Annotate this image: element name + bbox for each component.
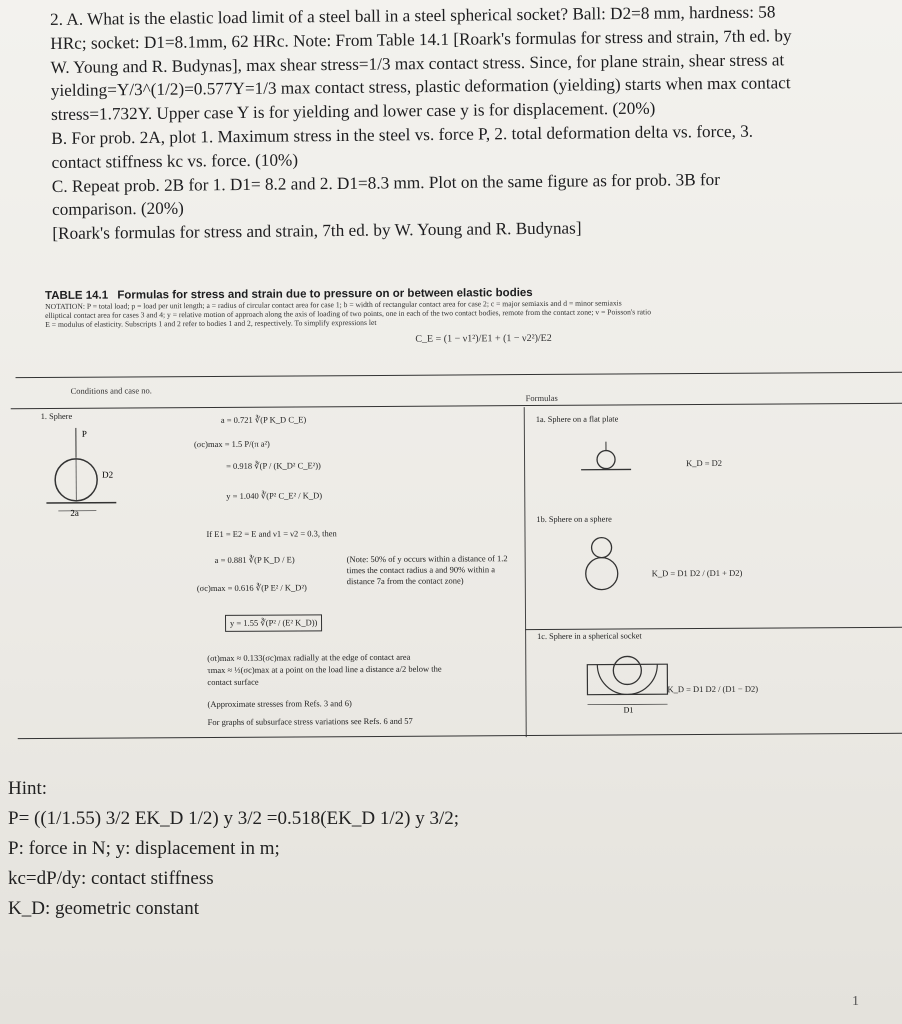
col-conditions: Conditions and case no. xyxy=(70,385,152,396)
formula-smax: (σc)max = 1.5 P/(π a²) xyxy=(193,438,270,450)
problem-a-line: stress=1.732Y. Upper case Y is for yielding and lower case y is for displacement. (20%) xyxy=(51,98,656,125)
edge-stress-2: τmax ≈ ⅓(σc)max at a point on the load line a distance a/2 below the xyxy=(207,663,442,676)
formula-y: y = 1.040 ∛(P² C_E² / K_D) xyxy=(226,490,323,501)
formula-y2: y = 1.55 ∛(P² / (E² K_D)) xyxy=(225,614,322,632)
sphere xyxy=(597,451,615,469)
ce-formula: C_E = (1 − ν1²)/E1 + (1 − ν2²)/E2 xyxy=(415,332,552,345)
hint-title: Hint: xyxy=(8,778,48,799)
hint-line: K_D: geometric constant xyxy=(8,898,200,919)
table-rule xyxy=(525,627,902,630)
sphere-sphere-figure xyxy=(576,531,636,601)
table-rule xyxy=(18,733,902,739)
table-rule xyxy=(16,372,902,378)
case-1a-label: 1a. Sphere on a flat plate xyxy=(535,414,619,425)
problem-c-line: comparison. (20%) xyxy=(52,198,184,220)
sphere-flat-figure xyxy=(576,441,636,481)
sphere-figure xyxy=(46,427,137,528)
hint-line: P= ((1/1.55) 3/2 EK_D 1/2) y 3/2 =0.518(EK_D 1/2) y 3/2; xyxy=(8,808,460,829)
case-1b-label: 1b. Sphere on a sphere xyxy=(536,514,612,525)
socket-figure xyxy=(577,644,677,715)
case-1-label: 1. Sphere xyxy=(40,411,73,422)
problem-b-line: contact stiffness kc vs. force. (10%) xyxy=(51,150,299,172)
col-formulas: Formulas xyxy=(525,392,558,404)
problem-c-line: C. Repeat prob. 2B for 1. D1= 8.2 and 2. D1=8.3 mm. Plot on the same figure as for prob. 3B for xyxy=(51,169,721,196)
problem-statement xyxy=(50,0,872,246)
page-number: 1 xyxy=(852,994,859,1009)
fig-d2: D2 xyxy=(102,469,114,480)
k-1c: K_D = D1 D2 / (D1 − D2) xyxy=(667,683,759,695)
case-1c-label: 1c. Sphere in a spherical socket xyxy=(537,631,642,642)
notation-line: elliptical contact area for cases 3 and 4; y = relative motion of approach along the axis of loading of two points, one in each of the two contact bodies, remote from the contact zone; v = Poisson's ratio xyxy=(45,307,652,321)
notation-block xyxy=(45,297,875,330)
table-rule xyxy=(11,403,902,410)
fig-p: P xyxy=(81,428,87,439)
hint-block xyxy=(8,774,459,924)
sphere-lower xyxy=(586,558,618,590)
ball xyxy=(613,656,641,684)
fig-2a: 2a xyxy=(70,507,79,518)
graphs-refs: For graphs of subsurface stress variations see Refs. 6 and 57 xyxy=(207,715,413,728)
roark-table xyxy=(40,285,875,728)
table-title-text: Formulas for stress and strain due to pressure on or between elastic bodies xyxy=(117,287,533,302)
approx-refs: (Approximate stresses from Refs. 3 and 6) xyxy=(207,698,352,710)
hint-line: P: force in N; y: displacement in m; xyxy=(8,838,280,859)
formula-smax2: = 0.918 ∛(P / (K_D² C_E²)) xyxy=(226,460,321,471)
edge-stress-1: (σt)max ≈ 0.133(σc)max radially at the edge of contact area xyxy=(207,651,411,664)
note-text: (Note: 50% of y occurs within a distance of 1.2 times the contact radius a and 90% within a distance 7a from the contact zone) xyxy=(346,553,508,587)
problem-a-line: 2. A. What is the elastic load limit of a steel ball in a steel spherical socket? Ball: D2=8 mm, hardness: 58 xyxy=(50,2,776,29)
column-divider xyxy=(524,407,527,737)
formula-a2: a = 0.881 ∛(P K_D / E) xyxy=(214,554,295,565)
notation-line: NOTATION: P = total load; p = load per unit length; a = radius of circular contact area for case 1; b = width of rectangular contact area for case 2; c = major semiaxis and d = minor semiaxis xyxy=(45,298,622,311)
fig-d1: D1 xyxy=(623,705,634,715)
problem-a-line: HRc; socket: D1=8.1mm, 62 HRc. Note: From Table 14.1 [Roark's formulas for stress and strain, 7th ed. by xyxy=(50,26,792,53)
problem-b-line: B. For prob. 2A, plot 1. Maximum stress in the steel vs. force P, 2. total deformation delta vs. force, 3. xyxy=(51,121,754,148)
edge-stress-3: contact surface xyxy=(207,676,259,688)
socket-cavity xyxy=(597,664,657,694)
formula-smax3: (σc)max = 0.616 ∛(P E² / K_D²) xyxy=(196,582,307,594)
k-1a: K_D = D2 xyxy=(686,457,723,469)
problem-a-line: W. Young and R. Budynas], max shear stress=1/3 max contact stress. Since, for plane strain, shear stress at xyxy=(50,49,785,77)
sphere-upper xyxy=(592,538,612,558)
hint-line: kc=dP/dy: contact stiffness xyxy=(8,868,214,889)
notation-line: E = modulus of elasticity. Subscripts 1 and 2 refer to bodies 1 and 2, respectively. To simplify expressions let xyxy=(45,318,377,330)
table-number: TABLE 14.1 xyxy=(45,289,109,302)
problem-a-line: yielding=Y/3^(1/2)=0.577Y=1/3 max contact stress, plastic deformation (yielding) starts when max contact xyxy=(50,73,791,101)
formula-a: a = 0.721 ∛(P K_D C_E) xyxy=(220,414,307,425)
if-condition: If E1 = E2 = E and ν1 = ν2 = 0.3, then xyxy=(206,528,337,540)
problem-reference: [Roark's formulas for stress and strain, 7th ed. by W. Young and R. Budynas] xyxy=(52,218,582,244)
socket-body xyxy=(587,664,667,694)
k-1b: K_D = D1 D2 / (D1 + D2) xyxy=(651,567,743,579)
